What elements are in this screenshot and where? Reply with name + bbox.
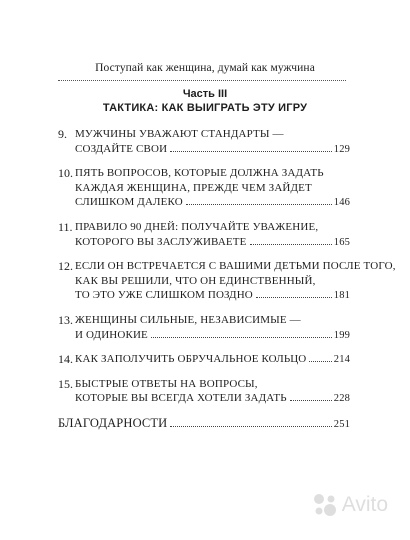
- toc-page-number: 228: [333, 393, 350, 405]
- header-divider: [58, 80, 346, 81]
- toc-entry: [58, 352, 350, 368]
- toc-entry-line: [75, 181, 350, 196]
- toc-entry-number: 11.: [58, 219, 73, 234]
- toc-entry-line: [75, 220, 350, 235]
- toc-entry-line: [75, 377, 350, 392]
- toc-entry-line: [75, 166, 350, 181]
- watermark-text: Avito: [341, 493, 388, 516]
- dot-leader: [250, 244, 332, 245]
- toc-entry: [58, 220, 350, 250]
- toc-entry-line: [75, 352, 350, 368]
- toc-entry-title-line: СЛИШКОМ ДАЛЕКО: [75, 196, 183, 209]
- toc-page-number: 251: [333, 418, 350, 430]
- dot-leader: [256, 297, 332, 298]
- toc-entry: [58, 166, 350, 211]
- toc-entry: [58, 127, 350, 157]
- toc-entry-number: 12.: [58, 259, 73, 274]
- dot-leader: [309, 361, 331, 362]
- toc-entry-title-line: БЛАГОДАРНОСТИ: [58, 415, 168, 430]
- toc-entry: [58, 377, 350, 407]
- toc-entry: [58, 259, 396, 304]
- toc-page-number: 199: [333, 329, 350, 341]
- running-head: Поступай как женщина, думай как мужчина: [95, 62, 315, 74]
- toc-entry: [58, 313, 350, 343]
- toc-entry-title-line: ЕСЛИ ОН ВСТРЕЧАЕТСЯ С ВАШИМИ ДЕТЬМИ ПОСЛЕ ТОГО,: [75, 260, 396, 273]
- toc-entry-line: [75, 127, 350, 142]
- toc-entry-number: 10.: [58, 166, 73, 181]
- toc-entry-title-line: ЖЕНЩИНЫ СИЛЬНЫЕ, НЕЗАВИСИМЫЕ —: [75, 313, 301, 326]
- dot-leader: [186, 204, 332, 205]
- toc-entry-number: 9.: [58, 127, 67, 141]
- toc-entry-number: 14.: [58, 352, 73, 367]
- toc-page-number: 129: [333, 143, 350, 155]
- toc-entry-line: [75, 195, 350, 211]
- toc-entry-title-line: СОЗДАЙТЕ СВОИ: [75, 142, 168, 155]
- toc-entry-title-line: КАК ВЫ РЕШИЛИ, ЧТО ОН ЕДИНСТВЕННЫЙ,: [75, 274, 316, 287]
- toc-entry-title-line: КОТОРОГО ВЫ ЗАСЛУЖИВАЕТЕ: [75, 235, 247, 248]
- toc-entry-title-line: КАК ЗАПОЛУЧИТЬ ОБРУЧАЛЬНОЕ КОЛЬЦО: [75, 353, 307, 366]
- toc-entry-title-line: ПРАВИЛО 90 ДНЕЙ: ПОЛУЧАЙТЕ УВАЖЕНИЕ,: [75, 220, 319, 233]
- toc-entry-title-line: ТО ЭТО УЖЕ СЛИШКОМ ПОЗДНО: [75, 289, 253, 302]
- toc-entry-line: [75, 391, 350, 407]
- toc-page-number: 146: [333, 197, 350, 209]
- part-label: Часть III: [182, 88, 228, 100]
- toc-entry-line: [58, 416, 350, 433]
- dot-leader: [290, 400, 332, 401]
- toc-entry-line: [75, 328, 350, 344]
- toc-entry-title-line: КОТОРЫЕ ВЫ ВСЕГДА ХОТЕЛИ ЗАДАТЬ: [75, 392, 287, 405]
- toc-entry-line: [75, 274, 350, 289]
- toc-entry-title-line: И ОДИНОКИЕ: [75, 328, 148, 341]
- table-of-contents: [58, 127, 396, 442]
- toc-entry-line: [75, 288, 350, 304]
- toc-entry-line: [75, 313, 350, 328]
- part-title: ТАКТИКА: КАК ВЫИГРАТЬ ЭТУ ИГРУ: [102, 102, 308, 114]
- avito-watermark: [312, 492, 388, 518]
- toc-entry-title-line: ПЯТЬ ВОПРОСОВ, КОТОРЫЕ ДОЛЖНА ЗАДАТЬ: [75, 167, 324, 180]
- toc-entry-number: 13.: [58, 312, 73, 327]
- toc-page-number: 181: [333, 290, 350, 302]
- dot-leader: [170, 426, 331, 427]
- dot-leader: [151, 337, 332, 338]
- toc-entry-number: 15.: [58, 376, 73, 391]
- toc-page-number: 165: [333, 236, 350, 248]
- toc-entry-line: [75, 142, 350, 158]
- toc-entry-title-line: КАЖДАЯ ЖЕНЩИНА, ПРЕЖДЕ ЧЕМ ЗАЙДЕТ: [75, 181, 312, 194]
- toc-entry-title-line: БЫСТРЫЕ ОТВЕТЫ НА ВОПРОСЫ,: [75, 377, 258, 390]
- toc-page-number: 214: [333, 354, 350, 366]
- toc-entry-title-line: МУЖЧИНЫ УВАЖАЮТ СТАНДАРТЫ —: [75, 128, 284, 140]
- toc-entry-line: [75, 259, 396, 274]
- toc-entry-acknowledgements: [58, 416, 350, 433]
- toc-entry-line: [75, 235, 350, 251]
- avito-logo-icon: [312, 492, 338, 518]
- dot-leader: [170, 151, 332, 152]
